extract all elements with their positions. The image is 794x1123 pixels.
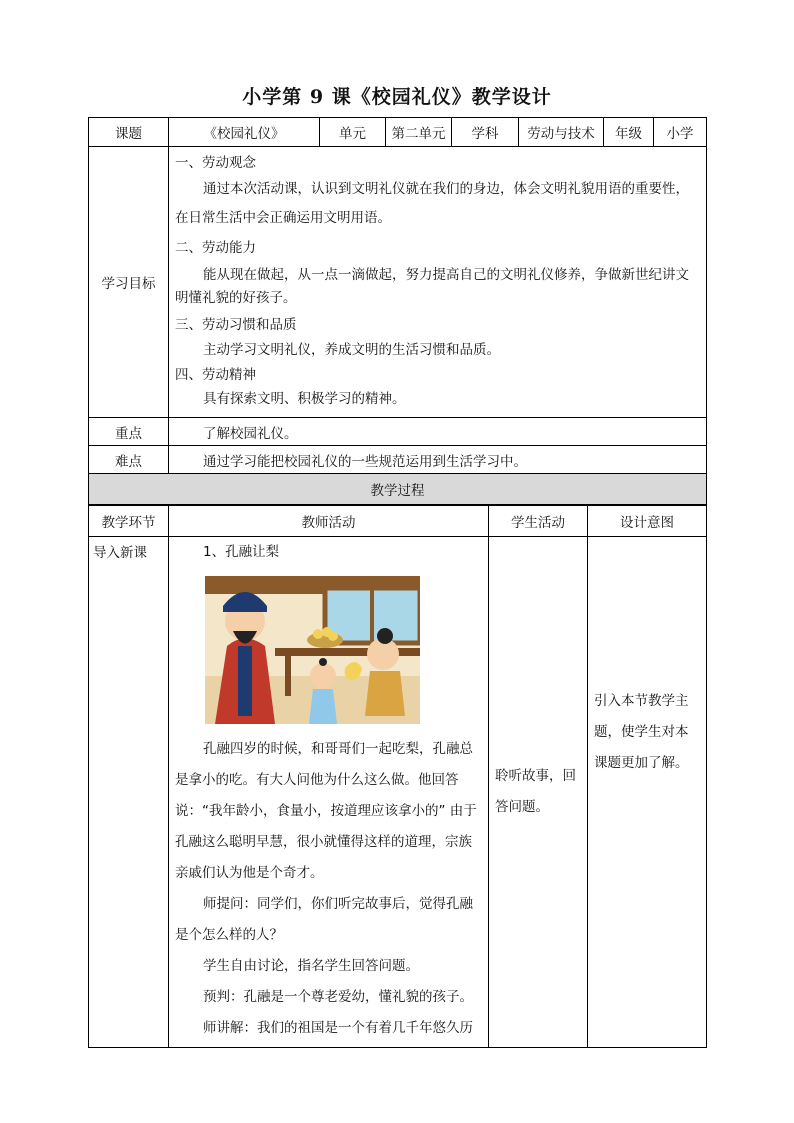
intro-row: [89, 537, 707, 1048]
story-title: 1、孔融让梨: [203, 544, 280, 560]
kong-rong-illustration: [205, 576, 420, 724]
goal-4-text: 具有探索文明、积极学习的精神。: [203, 391, 406, 407]
subject-label: 学科: [452, 118, 519, 147]
goal-2-text: 能从现在做起，从一点一滴做起，努力提高自己的文明礼仪修养，争做新世纪讲文明懂礼貌的好孩子。: [175, 267, 689, 306]
col-teacher: 教师活动: [169, 506, 489, 537]
col-stage: 教学环节: [89, 506, 169, 537]
teacher-activity-cell: [169, 537, 489, 1048]
header-row: [89, 118, 707, 147]
process-heading: 教学过程: [89, 474, 707, 505]
goal-4-title: 四、劳动精神: [175, 367, 256, 383]
lesson-plan-table: [88, 117, 707, 505]
unit-label: 单元: [320, 118, 386, 147]
story-paragraph: 孔融四岁的时候，和哥哥们一起吃梨，孔融总是拿小的吃。有大人问他为什么这么做。他回答说：“我年龄小，食量小，按道理应该拿小的” 由于孔融这么聪明早慧，很小就懂得这样的道理，宗族亲戚们认为他是个奇才。: [175, 741, 477, 881]
col-student: 学生活动: [489, 506, 588, 537]
key-point-label: 重点: [89, 418, 169, 446]
question-paragraph: 师提问：同学们，你们听完故事后，觉得孔融是个怎么样的人？: [175, 896, 473, 943]
difficulty-value: 通过学习能把校园礼仪的一些规范运用到生活学习中。: [169, 446, 707, 474]
document-title: 小学第 9 课《校园礼仪》教学设计: [242, 86, 552, 108]
process-columns-row: [89, 506, 707, 537]
difficulty-label: 难点: [89, 446, 169, 474]
topic-label: 课题: [89, 118, 169, 147]
goal-2-title: 二、劳动能力: [175, 240, 256, 256]
explanation-paragraph: 师讲解：我们的祖国是一个有着几千年悠久历: [203, 1020, 473, 1036]
goal-3-text: 主动学习文明礼仪，养成文明的生活习惯和品质。: [203, 342, 500, 358]
prediction-paragraph: 预判：孔融是一个尊老爱幼，懂礼貌的孩子。: [203, 989, 473, 1005]
discussion-paragraph: 学生自由讨论，指名学生回答问题。: [203, 958, 419, 974]
goals-row: [89, 147, 707, 418]
subject-value: 劳动与技术: [519, 118, 604, 147]
goals-label: 学习目标: [89, 147, 169, 418]
process-heading-row: [89, 474, 707, 505]
goal-1-title: 一、劳动观念: [175, 155, 256, 171]
student-activity-cell: 聆听故事，回答问题。: [489, 537, 588, 1048]
key-point-value: 了解校园礼仪。: [169, 418, 707, 446]
stage-cell: 导入新课: [89, 537, 169, 1048]
grade-value: 小学: [654, 118, 707, 147]
key-point-row: [89, 418, 707, 446]
goal-3-title: 三、劳动习惯和品质: [175, 317, 297, 333]
difficulty-row: [89, 446, 707, 474]
topic-value: 《校园礼仪》: [169, 118, 320, 147]
grade-label: 年级: [604, 118, 654, 147]
unit-value: 第二单元: [386, 118, 452, 147]
process-table: [88, 505, 707, 1048]
goals-content: [169, 147, 707, 418]
col-intent: 设计意图: [588, 506, 707, 537]
goal-1-text: 通过本次活动课，认识到文明礼仪就在我们的身边，体会文明礼貌用语的重要性，在日常生活中会正确运用文明用语。: [175, 181, 689, 226]
design-intent-cell: 引入本节教学主题，使学生对本课题更加了解。: [588, 537, 707, 1048]
